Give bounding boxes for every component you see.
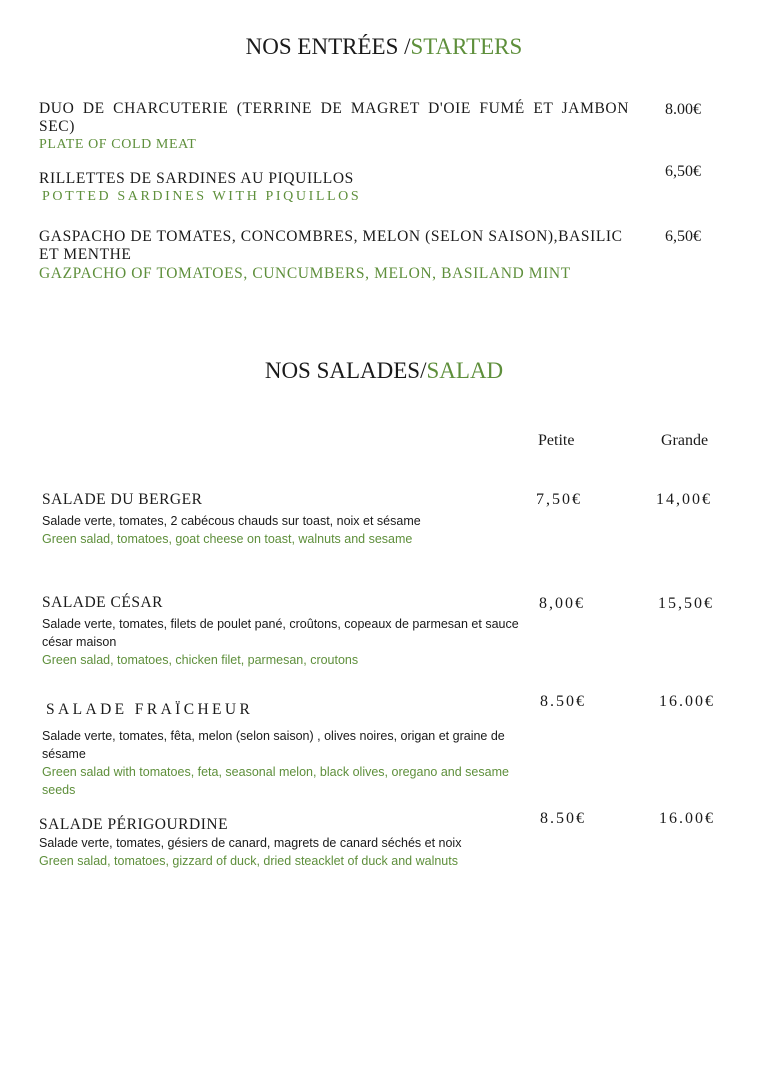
item-price: 6,50€ — [665, 228, 701, 245]
item-english: Green salad, tomatoes, gizzard of duck, dried steacklet of duck and walnuts — [39, 854, 458, 868]
item-english: PLATE OF COLD MEAT — [39, 137, 197, 152]
price-small: 8.50€ — [540, 693, 586, 710]
item-english: Green salad with tomatoes, feta, seasonal melon, black olives, oregano and sesame seeds — [42, 765, 509, 797]
salads-title — [0, 358, 768, 384]
item-name: SALADE FRAÏCHEUR — [46, 701, 254, 718]
title-fr: NOS SALADES/ — [264, 358, 427, 383]
title-fr: NOS ENTRÉES / — [245, 34, 411, 59]
title-en: STARTERS — [410, 34, 523, 59]
item-name: DUO DE CHARCUTERIE (TERRINE DE MAGRET D'OIE FUMÉ ET JAMBON SEC) — [39, 100, 629, 135]
price-large: 16.00€ — [659, 810, 715, 827]
starter-item — [39, 100, 629, 153]
price-large: 16.00€ — [659, 693, 715, 710]
item-description: Salade verte, tomates, fêta, melon (selon saison) , olives noires, origan et graine de sésame — [42, 729, 505, 761]
item-price: 8.00€ — [665, 101, 701, 118]
item-description: Salade verte, tomates, filets de poulet pané, croûtons, copeaux de parmesan et sauce césar maison — [42, 617, 519, 649]
item-price: 6,50€ — [665, 163, 701, 180]
salad-item — [39, 816, 539, 870]
price-small: 8.50€ — [540, 810, 586, 827]
item-name: RILLETTES DE SARDINES AU PIQUILLOS — [39, 170, 354, 187]
price-small: 8,00€ — [539, 595, 585, 612]
item-english: Green salad, tomatoes, chicken filet, parmesan, croutons — [42, 653, 359, 667]
starters-title — [0, 34, 768, 60]
item-name: SALADE PÉRIGOURDINE — [39, 816, 229, 833]
item-english: Green salad, tomatoes, goat cheese on toast, walnuts and sesame — [42, 532, 413, 546]
item-name: SALADE DU BERGER — [42, 491, 203, 508]
starter-item — [39, 170, 629, 205]
starter-item — [39, 228, 629, 283]
price-large: 15,50€ — [658, 595, 714, 612]
item-name: SALADE CÉSAR — [42, 594, 163, 611]
price-small: 7,50€ — [536, 491, 582, 508]
item-english: POTTED SARDINES WITH PIQUILLOS — [42, 189, 362, 204]
item-name: GASPACHO DE TOMATES, CONCOMBRES, MELON (SELON SAISON),BASILIC ET MENTHE — [39, 228, 623, 263]
column-header-large: Grande — [661, 432, 709, 449]
salad-item — [42, 594, 537, 669]
salad-item — [42, 491, 542, 548]
column-header-small: Petite — [538, 432, 575, 449]
salad-item — [42, 701, 522, 799]
title-en: SALAD — [426, 358, 504, 383]
price-large: 14,00€ — [656, 491, 712, 508]
item-english: GAZPACHO OF TOMATOES, CUNCUMBERS, MELON, BASILAND MINT — [39, 265, 571, 282]
item-description: Salade verte, tomates, gésiers de canard, magrets de canard séchés et noix — [39, 836, 462, 850]
item-description: Salade verte, tomates, 2 cabécous chauds sur toast, noix et sésame — [42, 514, 421, 528]
